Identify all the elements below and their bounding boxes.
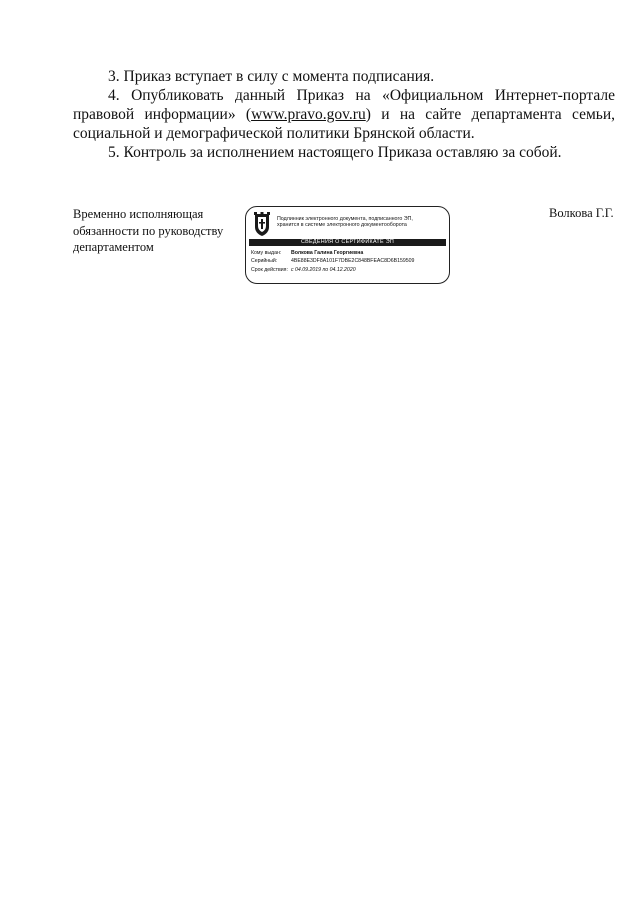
signatory-position [73, 206, 223, 256]
item-4 [73, 86, 615, 143]
e-signature-stamp [245, 206, 450, 284]
stamp-caption [277, 216, 447, 229]
item-4-line-1: 4. Опубликовать данный Приказ на «Официальном Интернет-портале [108, 87, 615, 104]
issued-to-value: Волкова Галина Георгиевна [291, 250, 364, 256]
stamp-caption-line-1: Подлинник электронного документа, подписанного ЭП, [277, 216, 413, 222]
certificate-details [251, 249, 414, 274]
issued-to-row [251, 249, 414, 257]
validity-label: Срок действия: [251, 266, 288, 273]
item-5: 5. Контроль за исполнением настоящего Приказа оставляю за собой. [108, 144, 562, 161]
position-line-1: Временно исполняющая [73, 207, 204, 221]
item-3: 3. Приказ вступает в силу с момента подписания. [108, 68, 435, 85]
coat-of-arms-icon [252, 212, 272, 237]
item-4-line-2 [73, 105, 615, 124]
item-4-text-b: ) и на сайте департамента семьи, [365, 106, 615, 123]
stamp-caption-line-2: хранится в системе электронного документооборота [277, 222, 407, 229]
certificate-header: СВЕДЕНИЯ О СЕРТИФИКАТЕ ЭП [249, 239, 446, 246]
serial-value: 4BE88E3DF8A101F7DBE2C848BFEAC8D6B159509 [291, 258, 415, 265]
serial-label: Серийный: [251, 258, 278, 265]
validity-value: с 04.09.2019 по 04.12.2020 [291, 266, 356, 273]
validity-row [251, 266, 414, 274]
item-4-text-a: правовой информации» ( [73, 106, 252, 123]
signatory-name: Волкова Г.Г. [549, 206, 614, 220]
issued-to-label: Кому выдан: [251, 250, 282, 256]
item-4-line-3: социальной и демографической политики Брянской области. [73, 125, 475, 142]
position-line-2: обязанности по руководству [73, 223, 224, 238]
position-line-3: департаментом [73, 240, 154, 254]
pravo-link[interactable]: www.pravo.gov.ru [251, 106, 366, 123]
serial-row [251, 257, 414, 265]
